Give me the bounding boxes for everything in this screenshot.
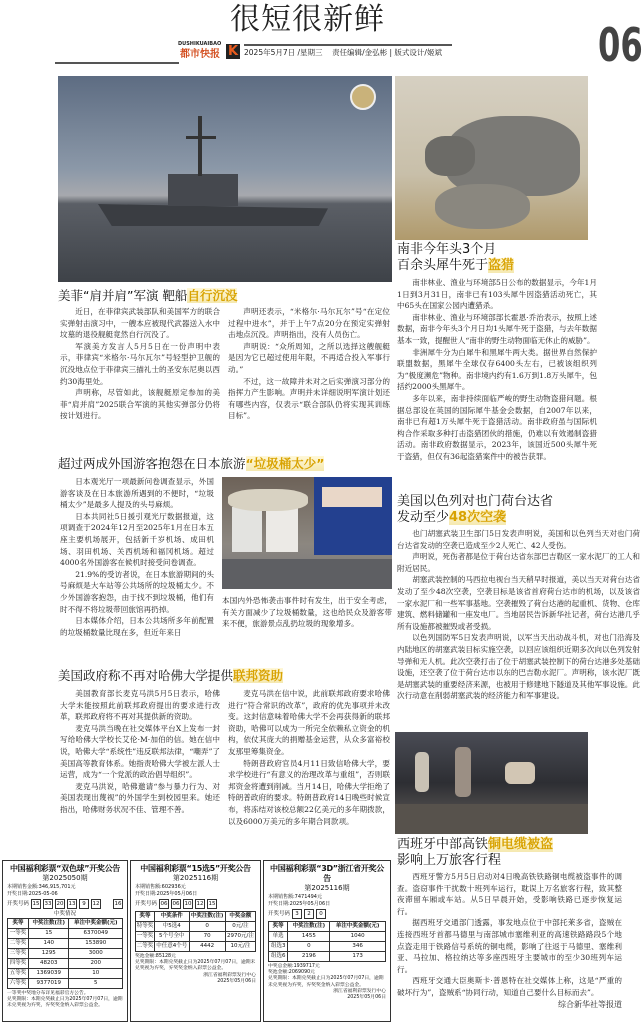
table-cell: 6370049 (69, 929, 123, 939)
ship-body-col1: 近日，在菲律宾武装部队和美国军方的联合实弹射击演习中，一艘本应被现代武器送入水中坟墓的退役舰艇竟然自行沉没了。 军演美方发言人5月5日在一份声明中表示，菲律宾“米格尔·马尔瓦尔”号轻型护卫舰的沉没地点位于菲律宾三描礼士的圣安东尼奥以西约30海里处。 声明称，尽管如此，该舰艇原定参加的美菲“肩并肩”2025联合军演的其他实弹部分仍将按计划进行。 (60, 307, 220, 421)
trash-body-col2: 本国内外恐怖袭击事件时有发生，出于安全考虑，有关方面减少了垃圾桶数量，这也给民众及游客带来不便，旅游景点乱扔垃圾的现象增多。 (222, 596, 392, 629)
winning-number: 33 (44, 901, 52, 907)
table-cell: 0 (288, 942, 330, 952)
brand-name: 都市快报 (180, 49, 220, 60)
table-cell: 200 (69, 959, 123, 969)
table-row (136, 922, 256, 932)
yemen-body: 也门胡塞武装卫生部门5日发表声明说，美国和以色列当天对也门荷台达省发动的空袭已造成至少2人死亡、42人受伤。 声明说，死伤者都是位于荷台达省东部巴吉勒区一家水泥厂的工人和附近居民。 胡塞武装控制的马西拉电视台当天稍早时报道，美以当天对荷台达省发动了至少48次空袭，空袭目标是该省首府荷台达市的机场，以及该省一家水泥厂和一些军事基地。空袭摧毁了荷台达港的起重机、货物、仓库建筑、燃料储罐和一座发电厂。当地居民告诉新华社记者，荷台达港几乎所有设施都被摧毁或者受损。 以色列国防军5日发表声明说，以军当天出动战斗机，对也门沿海及内陆地区的胡塞武装目标实施空袭，以回应该组织近期多次向以色列发射导弹和无人机。此次空袭打击了位于胡塞武装控制下的荷台达港多处基础设施，还空袭了位于荷台达市以东的巴吉勒水泥厂。声明称，该水泥厂既是胡塞武装的重要经济来源，也被用于修建地下隧道及其他军事设施。此次行动意在削弱胡塞武装的经济能力和军事建设。 (397, 529, 640, 701)
rhino-headline: 南非今年头3个月 百余头犀牛死于盗猎 (397, 242, 515, 273)
table-header: 奖等 (8, 919, 29, 929)
table-row (8, 929, 123, 939)
trash-body-col1: 日本观光厅一项最新问卷调查显示，外国游客谈及在日本旅游所遇到的不便时，“垃圾桶太少”是最多人提及的头号麻烦。 日本共同社5日援引观光厅数据报道，这项调查于2024年12月至2025年1月在日本五座主要机场展开，包括新千岁机场、成田机场、羽田机场、关西机场和福冈机场。超过4000名外国游客在候机时接受问卷调查。 21.9%的受访者说，在日本旅游期间的头号麻烦是大车站等公共场所的垃圾桶太少。不少外国游客抱怨，由于找不到垃圾桶，他们有时不得不将垃圾带回旅馆再扔掉。 日本媒体介绍，日本公共场所多年前配置的垃圾桶数量比现在多，但近年来日 (60, 477, 214, 637)
table-cell: 140 (29, 939, 69, 949)
designer: 版式设计/姬斌 (394, 48, 442, 57)
table-row (8, 979, 123, 989)
table-row (269, 942, 386, 952)
table-cell: 组选6 (269, 952, 288, 962)
winning-number: 13 (68, 901, 76, 907)
table-cell: 单选 (269, 932, 288, 942)
ship-headline: 美菲“肩并肩”军演 靶船自行沉没 (58, 288, 238, 303)
winning-number: 2 (304, 909, 314, 919)
winning-number: 12 (92, 901, 100, 907)
ship-body-col2: 声明还表示，“米格尔·马尔瓦尔”号“在定位过程中进水”，并于上午7点20分在预定实弹射击地点沉没。声明指出，没有人员伤亡。 声明说：“众所周知，之所以选择这艘舰艇是因为它已超过使用年限，不再适合投入军事行动。” 不过，这一故障并未对之后实弹演习部分的指挥力产生影响。声明并未详细说明军演计划还有哪些内容，仅表示“联合部队仍将实现其训练目标”。 (228, 307, 390, 421)
winning-number: 12 (196, 901, 204, 907)
header-rule-right (244, 44, 452, 46)
winning-number: 3 (292, 909, 302, 919)
winning-number: 10 (184, 901, 192, 907)
table-cell: 五等奖 (8, 969, 29, 979)
winning-number: 15 (208, 901, 216, 907)
table-cell: 4442 (189, 942, 225, 952)
table-cell: 中5选4 (154, 922, 189, 932)
table-cell: 0 (189, 922, 225, 932)
brand-logo: K (227, 44, 239, 59)
table-cell: 一等奖 (8, 929, 29, 939)
table-row (8, 959, 123, 969)
winning-number: 06 (160, 901, 168, 907)
table-header: 单注中奖金额(元) (330, 922, 386, 932)
table-cell: 二等奖 (136, 942, 155, 952)
table-header: 中奖注数(注) (189, 912, 225, 922)
harvard-headline: 美国政府称不再对哈佛大学提供联邦资助 (58, 668, 284, 683)
table-cell: 组选3 (269, 942, 288, 952)
brand-en: DUSHIKUAIBAO (178, 41, 222, 47)
page-number: 06 (598, 18, 643, 72)
section-title: 很短很新鲜 (230, 2, 385, 37)
winning-number: 20 (56, 901, 64, 907)
winning-number: 0 (316, 909, 326, 919)
table-cell: 三等奖 (8, 949, 29, 959)
winning-number: 15 (32, 901, 40, 907)
train-station-photo (395, 732, 588, 834)
table-cell: 1455 (288, 932, 330, 942)
table-cell: 2196 (288, 952, 330, 962)
table-header: 中奖金额 (225, 912, 255, 922)
table-header: 奖等 (269, 922, 288, 932)
table-row (8, 949, 123, 959)
rhino-body: 南非林业、渔业与环境部5日公布的数据显示，今年1月1日到3月31日，南非已有103头犀牛因盗猎活动死亡，其中65头在国家公园内遭猎杀。 南非林业、渔业与环境部部长霍恩·乔治表示，按照上述数据，南非今年头3个月日均1头犀牛死于盗猎，与去年数据基本一致，提醒世人“南非的野生动物面临无休止的威胁”。 非洲犀牛分为白犀牛和黑犀牛两大类。据世界自然保护联盟数据，黑犀牛全球仅存6400头左右，已被该组织列为“极度濒危”物种。南非境内约有1.6万到1.8万头犀牛，包括约2000头黑犀牛。 多年以来，南非持续面临严峻的野生动物盗猎问题。根据总部设在英国的国际犀牛基金会数据，自2007年以来，南非已有超1万头犀牛死于盗猎活动。南非政府虽与国际机构合作采取多种打击盗猎团伙的措施，仍难以有效遏制盗猎活动。南非政府数据显示，2023年，该国近500头犀牛死于盗猎，但仅有36起盗猎案件中的被告获罪。 (397, 278, 597, 461)
table-cell: 特等奖 (136, 922, 155, 932)
table-cell: 0元/注 (225, 922, 255, 932)
table-cell: 153890 (69, 939, 123, 949)
table-row (269, 932, 386, 942)
lottery-ssq: 中国福利彩票“双色球”开奖公告 第2025050期 本期销售金额:346,915,701元 开奖日期:2025-05-06 开奖号码 15 33 20 13 9 12 16 中奖情况 奖等 中奖注数(注) 单注中奖金额(元) 一等奖 15 6370049 二等奖 140 153890 三等奖 1295 3000 四等奖 48203 200 五等奖 1369039 10 六等奖 9377019 5 一等奖中奖地分布详见福彩官方公告。 兑奖期限：本期兑奖截止日为2025年07月07日，逾期未兑奖视为弃奖，弃奖奖金纳入彩票公益金。 (2, 860, 128, 1022)
table-header: 奖等 (136, 912, 155, 922)
lottery-15x5: 中国福利彩票“15选5”开奖公告 第2025116期 本期销售额:602936元 开奖日期:2025年05月06日 开奖号码 06 06 10 12 15 奖等 中奖条件 中奖注数(注) 中奖金额 特等奖 中5选4 0 0元/注 一等奖 5个号全中 70 2970元/注 二等奖 中任意4个号 4442 10元/注 奖池金额:85128元 兑奖期限：本期兑奖截止日为2025年07月07日，逾期未兑奖视为弃奖，弃奖奖金纳入彩票公益金。 浙江省福利彩票发行中心 2025年05月06日 (130, 860, 261, 1022)
table-cell: 346 (330, 942, 386, 952)
table-cell: 70 (189, 932, 225, 942)
table-cell: 一等奖 (136, 932, 155, 942)
editor: 责任编辑/金弘彬 (332, 48, 388, 57)
rhino-photo (395, 76, 588, 240)
table-row (269, 952, 386, 962)
table-header: 单注中奖金额(元) (69, 919, 123, 929)
table-row (8, 939, 123, 949)
winning-number: 06 (172, 901, 180, 907)
header-rule-left (55, 62, 179, 64)
trash-photo (222, 477, 392, 589)
table-cell: 5个号全中 (154, 932, 189, 942)
table-cell: 5 (69, 979, 123, 989)
harvard-body-col1: 美国教育部长麦克马洪5月5日表示，哈佛大学未能按照此前联邦政府提出的要求进行改革，联邦政府将不再对其提供新的资助。 麦克马洪当晚在社交媒体平台X上发布一封写给哈佛大学校长艾伦·M·加伯的信。她在信中说，哈佛大学“系统性”违反联邦法律，“嘲弄”了美国高等教育体系。她指责哈佛大学被左派人士运营，成为“一个党派的政治倡导组织”。 麦克马洪说，哈佛邀请“参与暴力行为、对美国表现出蔑视”的外国学生到校园里来。她还指出，哈佛财务状况不佳、管理不善。 (60, 689, 220, 814)
table-row (8, 969, 123, 979)
table-cell: 48203 (29, 959, 69, 969)
table-cell: 9377019 (29, 979, 69, 989)
table-cell: 15 (29, 929, 69, 939)
table-cell: 173 (330, 952, 386, 962)
table-cell: 二等奖 (8, 939, 29, 949)
spain-body: 西班牙警方5月5日启动对4日晚高铁铁路铜电缆被盗事件的调查。盗窃事件干扰数十班列车运行，耽误上万名旅客行程，致其整夜滞留车厢或车站。从5日早晨开始，受影响铁路已逐步恢复运行。 据西班牙交通部门透露，事发地点位于中部托莱多省，盗贼在连接西班牙首都马德里与南部城市塞维利亚的高速铁路路段5个地点盗走用于铁路信号系统的铜电缆，影响了往返于马德里、塞维利亚、马拉加、格拉纳达等多座西班牙主要城市的至少30班列车运行。 西班牙交通大臣奥斯卡·普恩特在社交媒体上称，这是“严重的破坏行为”，盗贼系“协同行动，知道自己要什么目标而去”。 综合新华社等报道 (397, 872, 622, 1009)
table-header: 中奖条件 (154, 912, 189, 922)
table-cell: 中任意4个号 (154, 942, 189, 952)
winning-number: 9 (79, 899, 89, 909)
trash-headline: 超过两成外国游客抱怨在日本旅游“垃圾桶太少” (58, 456, 325, 471)
table-header: 中奖注数(注) (288, 922, 330, 932)
yemen-headline: 美国以色列对也门荷台达省 发动至少48次空袭 (397, 494, 554, 525)
table-cell: 1369039 (29, 969, 69, 979)
table-header: 中奖注数(注) (29, 919, 69, 929)
table-cell: 四等奖 (8, 959, 29, 969)
spain-headline: 西班牙中部高铁铜电缆被盗 影响上万旅客行程 (397, 837, 554, 868)
table-cell: 1295 (29, 949, 69, 959)
blue-ball-number: 16 (114, 901, 122, 907)
table-cell: 3000 (69, 949, 123, 959)
table-cell: 10元/注 (225, 942, 255, 952)
ship-photo (58, 76, 392, 282)
table-cell: 10 (69, 969, 123, 979)
table-row (136, 942, 256, 952)
harvard-body-col2: 麦克马洪在信中说，此前联邦政府要求哈佛进行“符合常识的改革”，政府的优先事项并未改变。这封信意味着哈佛大学不会再获得新的联邦资助，哈佛可以成为一所完全依赖私立资金的机构，依仗其庞大的捐赠基金运营，从众多富裕校友那里筹集资金。 特朗普政府官员4月11日致信哈佛大学，要求学校进行“有意义的治理改革与重组”，否则联邦资金将遭到削减。当月14日，哈佛大学拒绝了特朗普政府的要求。特朗普政府14日晚些时候宣布，将冻结对该校总额22亿美元的多年期拨款，以及6000万美元的多年期合同款项。 (228, 689, 390, 826)
table-cell: 六等奖 (8, 979, 29, 989)
byline: 综合新华社等报道 (558, 999, 622, 1009)
date: 2025年5月7日 /星期三 (244, 48, 323, 57)
dateline: 2025年5月7日 /星期三 责任编辑/金弘彬 | 版式设计/姬斌 (244, 48, 442, 57)
lottery-3d: 中国福利彩票“3D”浙江省开奖公告 第2025116期 本期销售额:7471494元 开奖日期:2025年05月06日 开奖号码 3 2 0 奖等 中奖注数(注) 单注中奖金额(元) 单选 1455 1040 组选3 0 346 组选6 2196 173 中奖总金额:1939717元 奖池金额:2069090元 兑奖期限：本期兑奖截止日为2025年07月07日，逾期未兑奖视为弃奖，弃奖奖金纳入彩票公益金。 浙江省福利彩票发行中心 2025年05月06日 (263, 860, 391, 1022)
table-cell: 1040 (330, 932, 386, 942)
table-cell: 2970元/注 (225, 932, 255, 942)
table-row (136, 932, 256, 942)
